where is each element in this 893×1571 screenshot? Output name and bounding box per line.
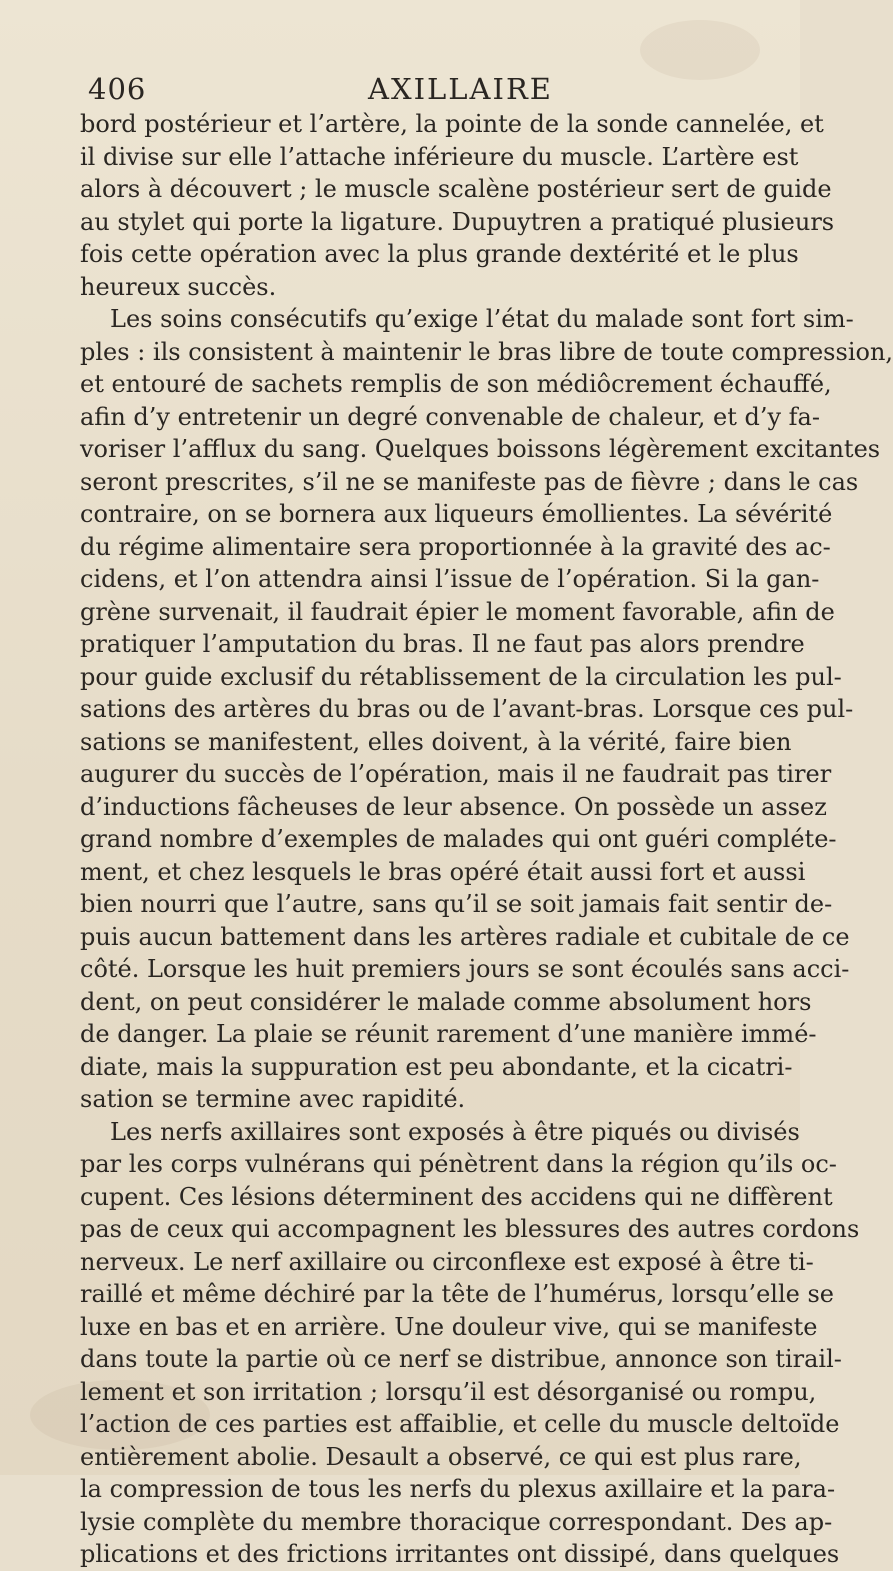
text-line: et entouré de sachets remplis de son médiôcrement échauffé, (80, 370, 832, 398)
text-line: raillé et même déchiré par la tête de l’humérus, lorsqu’elle se (80, 1280, 834, 1308)
text-line: fois cette opération avec la plus grande dextérité et le plus (80, 240, 799, 268)
text-line: ment, et chez lesquels le bras opéré était aussi fort et aussi (80, 857, 806, 886)
text-line: il divise sur elle l’attache inférieure du muscle. L’artère est (80, 142, 799, 171)
text-line: bien nourri que l’autre, sans qu’il se soit jamais fait sentir de- (80, 890, 833, 918)
text-line: au stylet qui porte la ligature. Dupuytren a pratiqué plusieurs (80, 207, 835, 236)
running-head: AXILLAIRE (368, 72, 553, 106)
text-line: la compression de tous les nerfs du plexus axillaire et la para- (80, 1475, 836, 1503)
text-line: heureux succès. (80, 272, 277, 301)
text-line: sation se termine avec rapidité. (80, 1085, 466, 1113)
page-header (88, 72, 738, 112)
text-line: entièrement abolie. Desault a observé, ce qui est plus rare, (80, 1442, 802, 1471)
text-line: par les corps vulnérans qui pénètrent dans la région qu’ils oc- (80, 1150, 837, 1178)
text-line: seront prescrites, s’il ne se manifeste pas de fièvre ; dans le cas (80, 467, 859, 496)
text-line: bord postérieur et l’artère, la pointe de la sonde cannelée, et (80, 110, 824, 138)
body-text (80, 108, 893, 1571)
text-line: du régime alimentaire sera proportionnée à la gravité des ac- (80, 532, 831, 561)
text-line: nerveux. Le nerf axillaire ou circonflexe est exposé à être ti- (80, 1247, 814, 1276)
text-line: de danger. La plaie se réunit rarement d’une manière immé- (80, 1020, 817, 1048)
paper-stain (640, 20, 760, 80)
text-line: sations se manifestent, elles doivent, à la vérité, faire bien (80, 727, 792, 756)
text-line: luxe en bas et en arrière. Une douleur vive, qui se manifeste (80, 1312, 818, 1341)
text-line: cidens, et l’on attendra ainsi l’issue de l’opération. Si la gan- (80, 565, 820, 593)
text-line: sations des artères du bras ou de l’avant-bras. Lorsque ces pul- (80, 695, 854, 723)
text-line: ples : ils consistent à maintenir le bras libre de toute compression, (80, 337, 893, 366)
text-line: diate, mais la suppuration est peu abondante, et la cicatri- (80, 1052, 793, 1081)
text-line: côté. Lorsque les huit premiers jours se sont écoulés sans acci- (80, 955, 850, 983)
text-line: pour guide exclusif du rétablissement de la circulation les pul- (80, 662, 842, 691)
text-line: grand nombre d’exemples de malades qui ont guéri compléte- (80, 825, 837, 853)
page-number: 406 (88, 72, 147, 106)
text-line: cupent. Ces lésions déterminent des accidens qui ne diffèrent (80, 1182, 833, 1211)
text-line: voriser l’afflux du sang. Quelques boissons légèrement excitantes (80, 435, 881, 463)
text-line: augurer du succès de l’opération, mais il ne faudrait pas tirer (80, 760, 832, 788)
text-line: alors à découvert ; le muscle scalène postérieur sert de guide (80, 175, 832, 203)
text-line: grène survenait, il faudrait épier le moment favorable, afin de (80, 597, 835, 626)
text-line: dans toute la partie où ce nerf se distribue, annonce son tirail- (80, 1345, 842, 1373)
text-line: afin d’y entretenir un degré convenable de chaleur, et d’y fa- (80, 402, 820, 431)
text-line: lysie complète du membre thoracique correspondant. Des ap- (80, 1507, 833, 1536)
text-line: dent, on peut considérer le malade comme absolument hors (80, 987, 812, 1016)
text-line: d’inductions fâcheuses de leur absence. On possède un assez (80, 792, 827, 821)
text-line: lement et son irritation ; lorsqu’il est désorganisé ou rompu, (80, 1377, 817, 1406)
text-line: plications et des frictions irritantes ont dissipé, dans quelques (80, 1540, 840, 1568)
text-line: pratiquer l’amputation du bras. Il ne faut pas alors prendre (80, 630, 805, 658)
text-line: Les nerfs axillaires sont exposés à être piqués ou divisés (110, 1117, 800, 1146)
text-line: contraire, on se bornera aux liqueurs émollientes. La sévérité (80, 500, 833, 528)
text-line: Les soins consécutifs qu’exige l’état du malade sont fort sim- (110, 305, 854, 333)
text-line: puis aucun battement dans les artères radiale et cubitale de ce (80, 922, 850, 951)
text-line: l’action de ces parties est affaiblie, et celle du muscle deltoïde (80, 1410, 840, 1438)
text-line: pas de ceux qui accompagnent les blessures des autres cordons (80, 1215, 860, 1243)
